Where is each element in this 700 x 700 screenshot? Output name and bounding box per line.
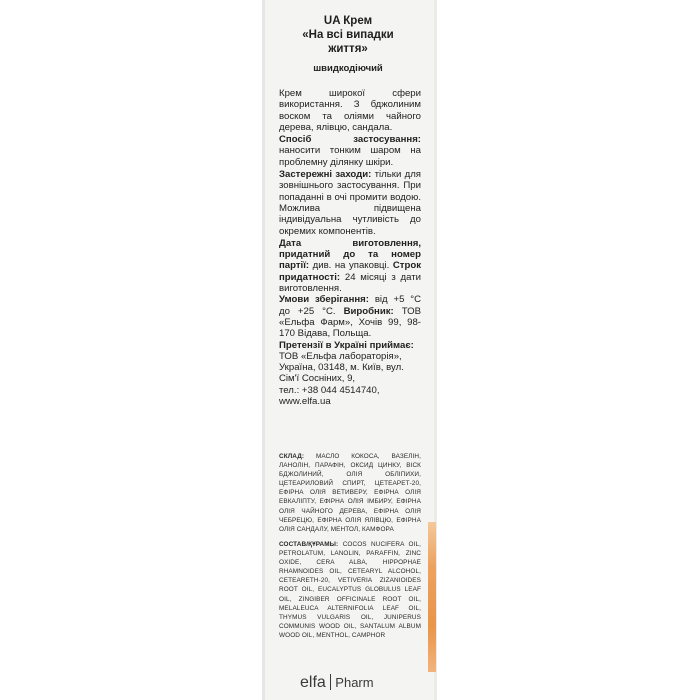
usage-text: наносити тонким шаром на проблемну ділянку шкіри. xyxy=(279,145,421,168)
producer-label: Виробник: xyxy=(343,305,394,317)
warnings-text: тільки для зовнішнього застосування. При попаданні в очі промити водою. Можлива підвищена індивідуальна чутливість до окремих компонентів. xyxy=(279,169,422,237)
storage-label: Умови зберігання: xyxy=(279,294,369,306)
composition-ua-label: СКЛАД: xyxy=(279,453,305,460)
manufacture-paragraph xyxy=(279,238,421,294)
orange-accent-strip xyxy=(428,522,436,672)
product-title xyxy=(273,14,423,56)
title-line-2: «На всі випадки xyxy=(302,29,394,41)
brand-divider xyxy=(330,674,332,690)
claims-phone: тел.: +38 044 4514740, xyxy=(279,384,380,396)
composition-ua xyxy=(279,452,421,534)
manufacture-label: Дата виготовлення, придатний до та номер партії: xyxy=(279,237,421,272)
shelf-life-text: 24 місяці з дати виготовлення. xyxy=(279,271,421,295)
brand-logo xyxy=(300,674,374,692)
brand-suffix: Pharm xyxy=(335,675,374,690)
title-line-1: UA Крем xyxy=(323,15,373,27)
instructions-block xyxy=(279,88,421,407)
composition-intl-text: COCOS NUCIFERA OIL, PETROLATUM, LANOLIN, PARAFFIN, ZINC OXIDE, CERA ALBA, HIPPOPHAE RHAMNOIDES OIL, CETEARYL ALCOHOL, CETEARETH-20, VETIVERIA ZIZANIOIDES ROOT OIL, EUCALYPTUS GLOBULUS LEAF OIL, ZINGIBER OFFICINALE ROOT OIL, MELALEUCA ALTERNIFOLIA LEAF OIL, THYMUS VULGARIS OIL, JUNIPERUS COMMUNIS WOOD OIL, SANTALUM ALBUM WOOD OIL, MENTHOL, CAMPHOR xyxy=(279,541,421,639)
warnings-label: Застережні заходи: xyxy=(279,169,372,181)
claims-paragraph xyxy=(279,340,421,408)
composition-intl xyxy=(279,540,421,640)
claims-website: www.elfa.ua xyxy=(279,396,331,408)
claims-text: ТОВ «Ельфа лабораторія», Україна, 03148, м. Київ, вул. Сім'ї Сосніних, 9, xyxy=(279,350,404,385)
brand-name: elfa xyxy=(300,674,326,691)
box-left-edge xyxy=(262,0,265,700)
title-line-3: життя» xyxy=(328,43,368,55)
composition-ua-text: МАСЛО КОКОСА, ВАЗЕЛІН, ЛАНОЛІН, ПАРАФІН, ОКСИД ЦИНКУ, ВІСК БДЖОЛИНИЙ, ОЛІЯ ОБЛІПИХИ, ЦЕТЕАРИЛОВИЙ СПИРТ, ЦЕТЕАРЕТ-20, ЕФІРНА ОЛІЯ ВЕТИВЕРУ, ЕФІРНА ОЛІЯ ЕВКАЛІПТУ, ЕФІРНА ОЛІЯ ІМБИРУ, ЕФІРНА ОЛІЯ ЧАЙНОГО ДЕРЕВА, ЕФІРНА ОЛІЯ ЧЕБРЕЦЮ, ЕФІРНА ОЛІЯ ЯЛІВЦЮ, ЕФІРНА ОЛІЯ САНДАЛУ, МЕНТОЛ, КАМФОРА xyxy=(279,453,421,533)
usage-label: Спосіб застосування: xyxy=(279,134,421,146)
claims-label: Претензії в Україні приймає: xyxy=(279,339,414,351)
manufacture-text: див. на упаковці. xyxy=(312,260,390,272)
shelf-life-label: Строк придатності: xyxy=(279,260,421,283)
producer-text: ТОВ «Ельфа Фарм», Хочів 99, 98-170 Відава, Польща. xyxy=(279,305,422,340)
storage-paragraph xyxy=(279,294,421,339)
warnings-paragraph xyxy=(279,169,421,237)
product-subtitle: швидкодіючий xyxy=(313,63,383,74)
description-text: Крем широкої сфери використання. З бджолиним воском та оліями чайного дерева, ялівцю, сандала. xyxy=(279,88,421,133)
storage-text: від +5 °С до +25 °С. xyxy=(279,294,421,317)
composition-intl-label: СОСТАВ/ҚҰРАМЫ: xyxy=(279,541,339,548)
usage-paragraph xyxy=(279,134,421,168)
